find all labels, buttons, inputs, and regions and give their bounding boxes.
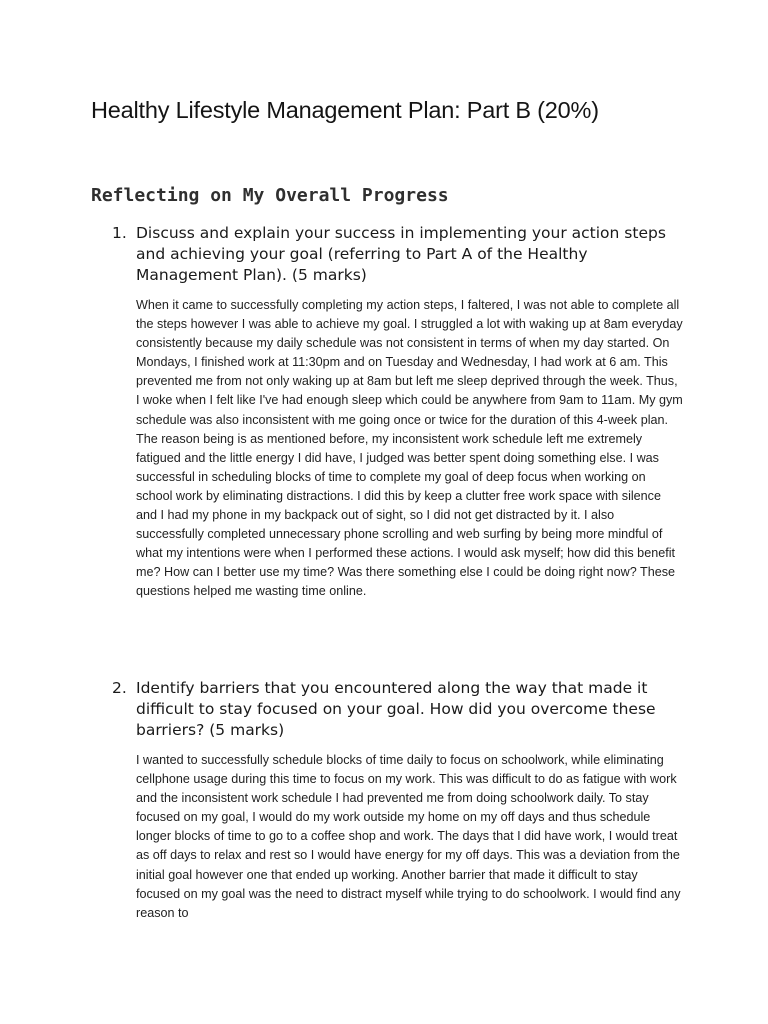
question-1-answer: When it came to successfully completing my action steps, I faltered, I was not able to complete all the steps however I was able to achieve my goal. I struggled a lot with waking up at 8am everyday consistently because my daily schedule was not consistent in terms of when my day started. On Mondays, I finished work at 11:30pm and on Tuesday and Wednesday, I had work at 6 am. This prevented me from not only waking up at 8am but left me sleep deprived through the week. Thus, I woke when I felt like I've had enough sleep which could be anywhere from 9am to 11am. My gym schedule was also inconsistent with me going once or twice for the duration of this 4-week plan. The reason being is as mentioned before, my inconsistent work schedule left me extremely fatigued and the little energy I did have, I judged was better spent doing something else. I was successful in scheduling blocks of time to complete my goal of deep focus when working on school work by eliminating distractions. I did this by keep a clutter free work space with silence and I had my phone in my backpack out of sight, so I did not get distracted by it. I also successfully completed unnecessary phone scrolling and web surfing by being more mindful of what my intentions were when I performed these actions. I would ask myself; how did this benefit me? How can I better use my time? Was there something else I could be doing right now? These questions helped me wasting time online. xyxy=(136,298,683,599)
question-1-number: 1. xyxy=(112,224,127,242)
document-title: Healthy Lifestyle Management Plan: Part B (20%) xyxy=(91,97,599,123)
section-heading: Reflecting on My Overall Progress xyxy=(91,185,449,206)
question-1-prompt: Discuss and explain your success in implementing your action steps and achieving your goal (referring to Part A of the Healthy Management Plan). (5 marks) xyxy=(136,224,666,284)
question-2-header xyxy=(112,678,672,741)
question-1-header xyxy=(112,223,672,286)
question-2 xyxy=(112,678,681,923)
question-2-answer: I wanted to successfully schedule blocks of time daily to focus on schoolwork, while eliminating cellphone usage during this time to focus on my work. This was difficult to do as fatigue with work and the inconsistent work schedule I had prevented me from doing schoolwork daily. To stay focused on my goal, I would do my work outside my home on my off days and thus schedule longer blocks of time to go to a coffee shop and work. The days that I did have work, I would treat as off days to relax and rest so I would have energy for my off days. This was a deviation from the initial goal however one that ended up working. Another barrier that made it difficult to stay focused on my goal was the need to distract myself while trying to do schoolwork. I would find any reason to xyxy=(136,753,681,920)
question-1 xyxy=(112,223,683,602)
question-2-number: 2. xyxy=(112,679,127,697)
question-2-prompt: Identify barriers that you encountered along the way that made it difficult to stay focused on your goal. How did you overcome these barriers? (5 marks) xyxy=(136,679,656,739)
